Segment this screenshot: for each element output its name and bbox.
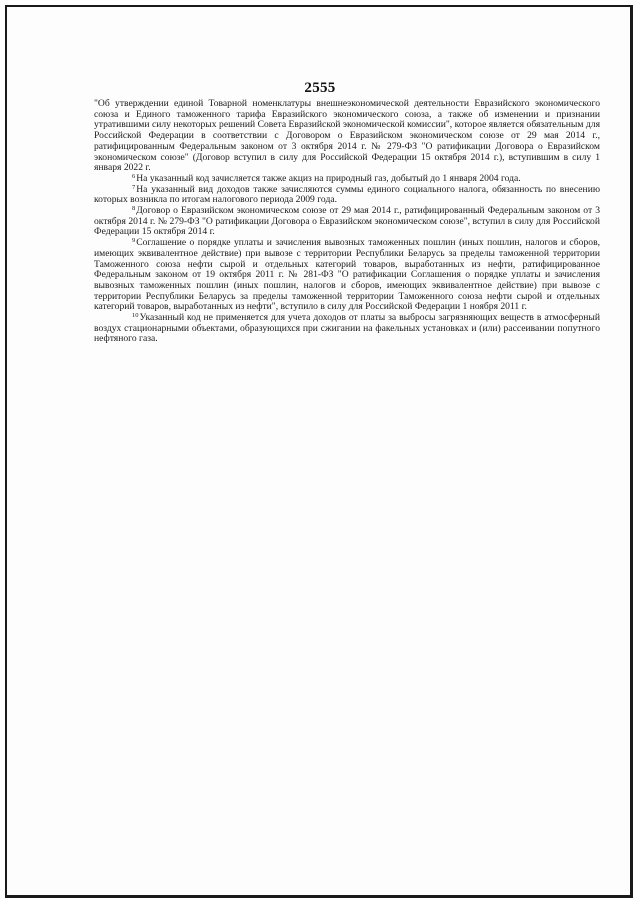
footnote-10 [94,313,600,345]
footnote-marker: 8 [132,205,136,213]
continuation-paragraph: "Об утверждении единой Товарной номенклатуры внешнеэкономической деятельности Евразийского экономического союза и Единого таможенного тарифа Евразийского экономического союза, а также об изменении и признании утратившими силу некоторых решений Совета Евразийской экономической комиссии", которое является обязательным для Российской Федерации в соответствии с Договором о Евразийском экономическом союзе от 29 мая 2014 г., ратифицированным Федеральным законом от 3 октября 2014 г. № 279-ФЗ "О ратификации Договора о Евразийском экономическом союзе" (Договор вступил в силу для Российской Федерации 15 октября 2014 г.), вступившим в силу 1 января 2022 г. [94,98,600,174]
footnote-text: На указанный код зачисляется также акциз на природный газ, добытый до 1 января 2004 года. [136,172,521,184]
footnote-marker: 6 [132,172,136,180]
footnote-8 [94,206,600,238]
document-body [94,99,600,345]
footnote-7 [94,185,600,206]
footnote-marker: 7 [132,183,136,191]
footnote-9 [94,238,600,313]
footnote-text: На указанный вид доходов также зачисляются суммы единого социального налога, обязанность по внесению которых возникла по итогам налогового периода 2009 года. [94,183,600,206]
footnote-marker: 10 [132,312,139,320]
footnote-text: Указанный код не применяется для учета доходов от платы за выбросы загрязняющих веществ в атмосферный воздух стационарными объектами, образующихся при сжигании на факельных установках и (или) рассеивании попутного нефтяного газа. [94,312,600,345]
footnote-text: Договор о Евразийском экономическом союзе от 29 мая 2014 г., ратифицированный Федеральным законом от 3 октября 2014 г. № 279-ФЗ "О ратификации Договора о Евразийском экономическом союзе", вступил в силу для Российской Федерации 15 октября 2014 г. [94,205,600,238]
footnote-marker: 9 [132,237,136,245]
page-number: 2555 [304,80,336,96]
footnote-text: Соглашение о порядке уплаты и зачисления вывозных таможенных пошлин (иных пошлин, налогов и сборов, имеющих эквивалентное действие) при вывозе с территории Республики Беларусь за пределы таможенной территории Таможенного союза нефти сырой и отдельных категорий товаров, выработанных из нефти, ратифицированное Федеральным законом от 19 октября 2011 г. № 281-ФЗ "О ратификации Соглашения о порядке уплаты и зачисления вывозных таможенных пошлин (иных пошлин, налогов и сборов, имеющих эквивалентное действие) при вывозе с территории Республики Беларусь за пределы таможенной территории Таможенного союза нефти сырой и отдельных категорий товаров, выработанных из нефти", вступило в силу для Российской Федерации 1 ноября 2011 г. [94,237,600,313]
